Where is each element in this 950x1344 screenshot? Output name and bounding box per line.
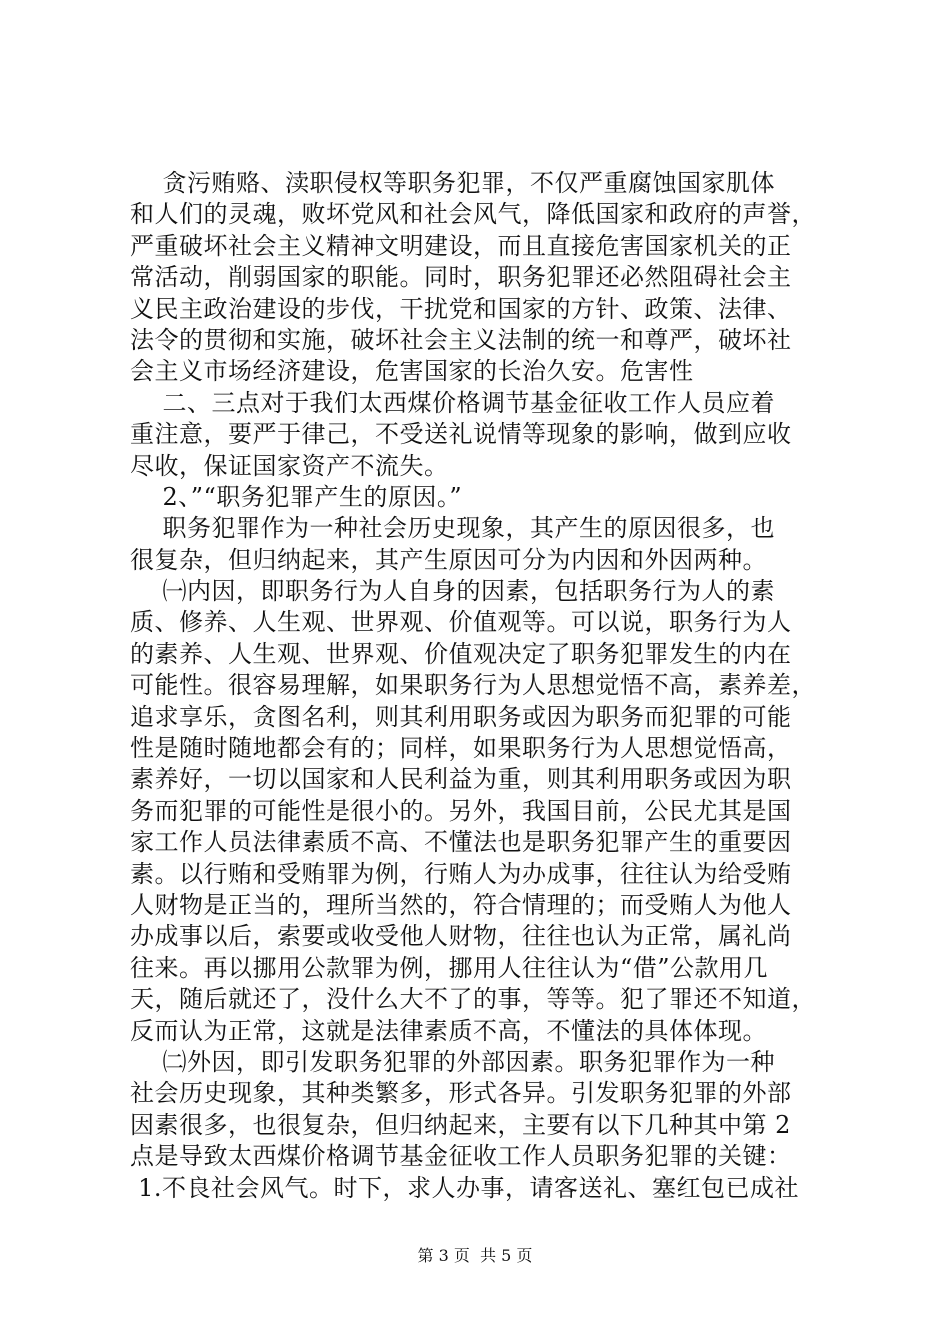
text-line: 质、修养、人生观、世界观、价值观等。可以说，职务行为人	[130, 608, 792, 637]
text-line: 尽收，保证国家资产不流失。	[130, 451, 449, 480]
text-line: 和人们的灵魂，败坏党风和社会风气，降低国家和政府的声誉，	[130, 200, 816, 229]
text-line: ㈡外因，即引发职务犯罪的外部因素。职务犯罪作为一种	[130, 1047, 776, 1076]
document-body	[130, 168, 830, 1204]
section-heading: 2、”“职务犯罪产生的原因。”	[130, 482, 463, 511]
text-line: 反而认为正常，这就是法律素质不高，不懂法的具体体现。	[130, 1016, 767, 1045]
text-line: 家工作人员法律素质不高、不懂法也是职务犯罪产生的重要因	[130, 828, 792, 857]
text-line: 素。以行贿和受贿罪为例，行贿人为办成事，往往认为给受贿	[130, 859, 792, 888]
text-line: 会主义市场经济建设，危害国家的长治久安。危害性	[130, 357, 694, 386]
text-line: 重注意，要严于律己，不受送礼说情等现象的影响，做到应收	[130, 420, 792, 449]
text-line: 人财物是正当的，理所当然的，符合情理的；而受贿人为他人	[130, 890, 792, 919]
text-line: 点是导致太西煤价格调节基金征收工作人员职务犯罪的关键：	[130, 1142, 792, 1171]
text-line: 办成事以后，索要或收受他人财物，往往也认为正常，属礼尚	[130, 922, 792, 951]
text-line: 义民主政治建设的步伐，干扰党和国家的方针、政策、法律、	[130, 294, 792, 323]
text-line: 二、三点对于我们太西煤价格调节基金征收工作人员应着	[130, 388, 776, 417]
text-line: 天，随后就还了，没什么大不了的事，等等。犯了罪还不知道，	[130, 985, 816, 1014]
text-line: 务而犯罪的可能性是很小的。另外，我国目前，公民尤其是国	[130, 796, 792, 825]
text-line: 法令的贯彻和实施，破坏社会主义法制的统一和尊严，破坏社	[130, 325, 792, 354]
text-line: ㈠内因，即职务行为人自身的因素，包括职务行为人的素	[130, 577, 776, 606]
text-line: 很复杂，但归纳起来，其产生原因可分为内因和外因两种。	[130, 545, 767, 574]
text-line: 素养好，一切以国家和人民利益为重，则其利用职务或因为职	[130, 765, 792, 794]
text-line: 严重破坏社会主义精神文明建设，而且直接危害国家机关的正	[130, 231, 792, 260]
text-line: 追求享乐，贪图名利，则其利用职务或因为职务而犯罪的可能	[130, 702, 792, 731]
text-line: 社会历史现象，其种类繁多，形式各异。引发职务犯罪的外部	[130, 1079, 792, 1108]
text-line: 可能性。很容易理解，如果职务行为人思想觉悟不高，素养差，	[130, 671, 816, 700]
text-line: 往来。再以挪用公款罪为例，挪用人往往认为“借”公款用几	[130, 953, 769, 982]
text-line: 的素养、人生观、世界观、价值观决定了职务犯罪发生的内在	[130, 639, 792, 668]
page-number-footer: 第 3 页 共 5 页	[417, 1246, 533, 1265]
text-line: 性是随时随地都会有的；同样，如果职务行为人思想觉悟高，	[130, 734, 792, 763]
text-line: 1.不良社会风气。时下，求人办事，请客送礼、塞红包已成社	[130, 1173, 800, 1202]
text-line: 职务犯罪作为一种社会历史现象，其产生的原因很多，也	[130, 514, 776, 543]
text-line: 因素很多，也很复杂，但归纳起来，主要有以下几种其中第 2	[130, 1110, 791, 1139]
text-line: 贪污贿赂、渎职侵权等职务犯罪，不仅严重腐蚀国家肌体	[130, 169, 776, 197]
text-line: 常活动，削弱国家的职能。同时，职务犯罪还必然阻碍社会主	[130, 263, 792, 292]
